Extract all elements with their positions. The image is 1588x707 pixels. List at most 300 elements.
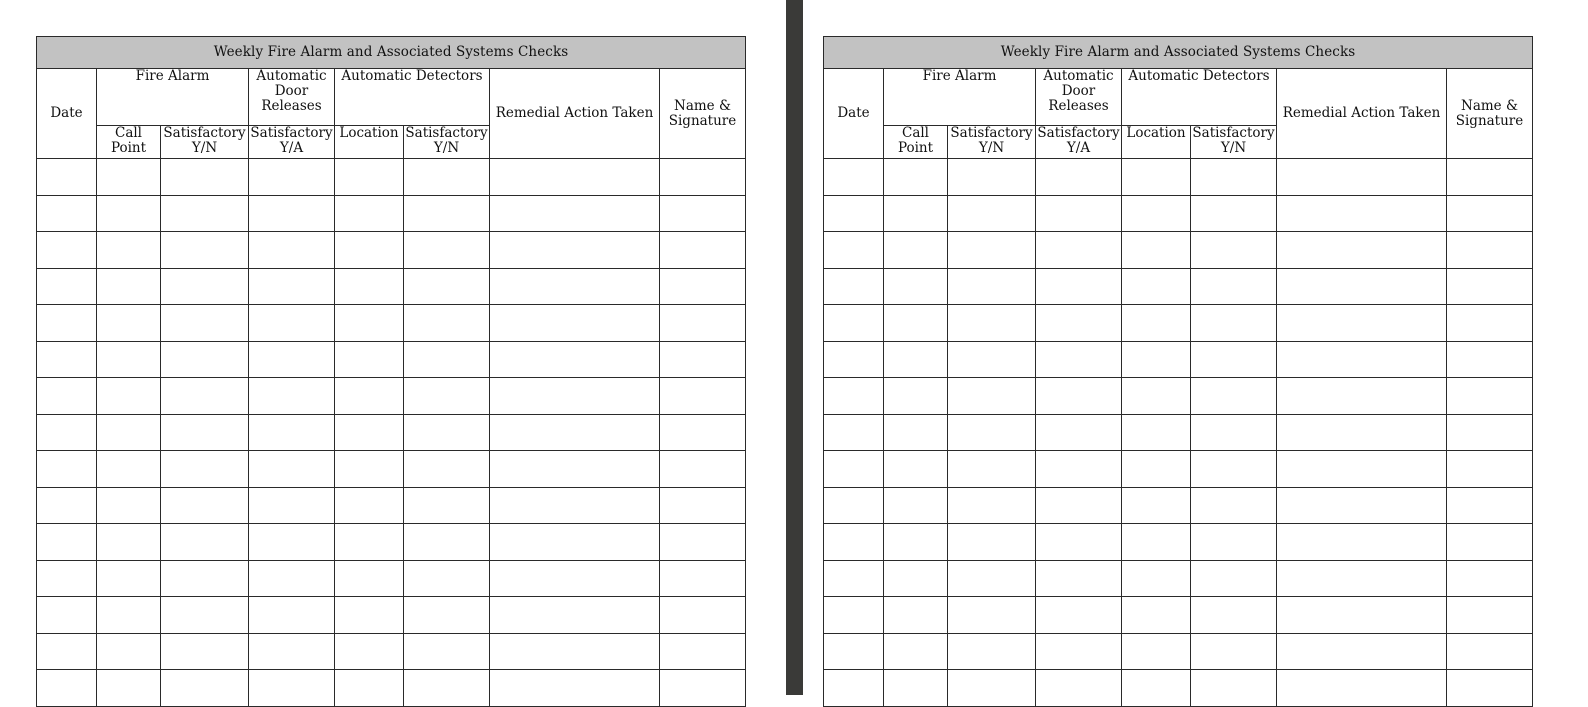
form-rows <box>37 159 746 707</box>
call-point-cell[interactable] <box>97 305 161 342</box>
call-point-cell[interactable] <box>884 487 948 524</box>
detector-location-cell[interactable] <box>1122 159 1191 196</box>
detector-location-cell[interactable] <box>335 378 404 415</box>
detector-satisfactory-cell[interactable] <box>1191 305 1277 342</box>
name-signature-cell[interactable] <box>660 451 746 488</box>
door-releases-satisfactory-cell[interactable] <box>249 232 335 269</box>
call-point-cell[interactable] <box>97 560 161 597</box>
detector-location-cell[interactable] <box>335 195 404 232</box>
remedial-action-cell[interactable] <box>1277 195 1447 232</box>
remedial-action-cell[interactable] <box>490 487 660 524</box>
fire-alarm-header: Fire Alarm <box>884 69 1036 126</box>
call-point-cell[interactable] <box>97 232 161 269</box>
detector-satisfactory-cell[interactable] <box>1191 232 1277 269</box>
page-right <box>803 0 1588 695</box>
call-point-cell[interactable] <box>97 195 161 232</box>
form-row <box>824 597 1533 634</box>
door-releases-satisfactory-cell[interactable] <box>1036 633 1122 670</box>
form-row <box>37 378 746 415</box>
fire-alarm-satisfactory-cell[interactable] <box>161 560 249 597</box>
date-cell[interactable] <box>824 633 884 670</box>
detector-satisfactory-cell[interactable] <box>404 670 490 707</box>
form-row <box>37 232 746 269</box>
door-releases-satisfactory-cell[interactable] <box>249 560 335 597</box>
detector-location-cell[interactable] <box>1122 487 1191 524</box>
form-row <box>37 341 746 378</box>
name-signature-cell[interactable] <box>660 560 746 597</box>
remedial-action-cell[interactable] <box>1277 670 1447 707</box>
detector-satisfactory-cell[interactable] <box>404 378 490 415</box>
form-row <box>37 487 746 524</box>
call-point-cell[interactable] <box>884 633 948 670</box>
detector-satisfactory-cell[interactable] <box>1191 378 1277 415</box>
call-point-cell[interactable] <box>97 451 161 488</box>
detector-location-cell[interactable] <box>1122 378 1191 415</box>
date-cell[interactable] <box>37 268 97 305</box>
door-releases-satisfactory-cell[interactable] <box>249 524 335 561</box>
fire-alarm-satisfactory-cell[interactable] <box>948 268 1036 305</box>
detector-satisfactory-cell[interactable] <box>404 159 490 196</box>
remedial-action-cell[interactable] <box>490 341 660 378</box>
detector-location-cell[interactable] <box>335 524 404 561</box>
call-point-cell[interactable] <box>884 597 948 634</box>
fire-alarm-satisfactory-cell[interactable] <box>161 670 249 707</box>
door-releases-satisfactory-cell[interactable] <box>249 341 335 378</box>
door-releases-satisfactory-cell[interactable] <box>249 451 335 488</box>
detector-satisfactory-cell[interactable] <box>404 341 490 378</box>
date-cell[interactable] <box>37 232 97 269</box>
remedial-action-cell[interactable] <box>1277 305 1447 342</box>
name-signature-cell[interactable] <box>660 159 746 196</box>
detector-location-cell[interactable] <box>1122 633 1191 670</box>
fire-alarm-satisfactory-cell[interactable] <box>161 487 249 524</box>
call-point-header: Call Point <box>97 126 161 159</box>
door-releases-satisfactory-cell[interactable] <box>249 378 335 415</box>
form-title: Weekly Fire Alarm and Associated Systems Checks <box>824 37 1533 69</box>
detector-satisfactory-cell[interactable] <box>1191 487 1277 524</box>
detector-location-cell[interactable] <box>1122 414 1191 451</box>
automatic-detectors-header: Automatic Detectors <box>335 69 490 126</box>
detector-satisfactory-cell[interactable] <box>1191 414 1277 451</box>
name-signature-header: Name & Signature <box>1447 69 1533 159</box>
name-signature-cell[interactable] <box>1447 670 1533 707</box>
date-cell[interactable] <box>824 560 884 597</box>
door-releases-satisfactory-cell[interactable] <box>249 159 335 196</box>
date-cell[interactable] <box>824 268 884 305</box>
call-point-cell[interactable] <box>97 414 161 451</box>
detector-location-cell[interactable] <box>335 159 404 196</box>
fire-alarm-header: Fire Alarm <box>97 69 249 126</box>
call-point-cell[interactable] <box>884 341 948 378</box>
remedial-action-cell[interactable] <box>1277 414 1447 451</box>
call-point-cell[interactable] <box>884 305 948 342</box>
form-row <box>824 268 1533 305</box>
name-signature-cell[interactable] <box>660 305 746 342</box>
call-point-cell[interactable] <box>97 487 161 524</box>
page-left <box>0 0 786 695</box>
door-releases-satisfactory-cell[interactable] <box>1036 378 1122 415</box>
form-row <box>824 524 1533 561</box>
call-point-cell[interactable] <box>884 524 948 561</box>
date-cell[interactable] <box>824 670 884 707</box>
date-cell[interactable] <box>824 159 884 196</box>
door-releases-satisfactory-header: Satisfactory Y/A <box>1036 126 1122 159</box>
detector-satisfactory-cell[interactable] <box>404 414 490 451</box>
fire-alarm-satisfactory-cell[interactable] <box>161 451 249 488</box>
door-releases-satisfactory-cell[interactable] <box>1036 341 1122 378</box>
form-row <box>37 560 746 597</box>
date-cell[interactable] <box>824 597 884 634</box>
date-cell[interactable] <box>824 195 884 232</box>
name-signature-cell[interactable] <box>660 232 746 269</box>
call-point-cell[interactable] <box>97 378 161 415</box>
remedial-action-cell[interactable] <box>490 451 660 488</box>
detector-location-cell[interactable] <box>335 341 404 378</box>
detector-satisfactory-header: Satisfactory Y/N <box>1191 126 1277 159</box>
name-signature-cell[interactable] <box>1447 268 1533 305</box>
detector-location-cell[interactable] <box>335 670 404 707</box>
remedial-action-cell[interactable] <box>490 305 660 342</box>
remedial-action-cell[interactable] <box>490 232 660 269</box>
call-point-cell[interactable] <box>97 159 161 196</box>
form-row <box>824 341 1533 378</box>
remedial-action-cell[interactable] <box>490 378 660 415</box>
door-releases-satisfactory-cell[interactable] <box>1036 560 1122 597</box>
name-signature-cell[interactable] <box>1447 633 1533 670</box>
date-cell[interactable] <box>37 633 97 670</box>
form-row <box>824 305 1533 342</box>
form-row <box>37 159 746 196</box>
name-signature-cell[interactable] <box>1447 487 1533 524</box>
date-cell[interactable] <box>824 524 884 561</box>
form-row <box>824 414 1533 451</box>
name-signature-cell[interactable] <box>660 341 746 378</box>
page-divider <box>786 0 803 695</box>
date-cell[interactable] <box>37 378 97 415</box>
form-row <box>37 268 746 305</box>
remedial-action-cell[interactable] <box>490 268 660 305</box>
date-header: Date <box>37 69 97 159</box>
door-releases-satisfactory-cell[interactable] <box>249 305 335 342</box>
date-cell[interactable] <box>824 487 884 524</box>
call-point-cell[interactable] <box>884 195 948 232</box>
detector-satisfactory-cell[interactable] <box>1191 268 1277 305</box>
call-point-cell[interactable] <box>884 159 948 196</box>
fire-alarm-satisfactory-cell[interactable] <box>948 232 1036 269</box>
fire-alarm-satisfactory-cell[interactable] <box>948 524 1036 561</box>
name-signature-cell[interactable] <box>1447 524 1533 561</box>
date-cell[interactable] <box>37 195 97 232</box>
fire-alarm-satisfactory-cell[interactable] <box>161 378 249 415</box>
name-signature-cell[interactable] <box>660 378 746 415</box>
detector-location-cell[interactable] <box>335 487 404 524</box>
name-signature-header: Name & Signature <box>660 69 746 159</box>
form-rows <box>824 159 1533 707</box>
fire-alarm-satisfactory-cell[interactable] <box>948 305 1036 342</box>
door-releases-satisfactory-cell[interactable] <box>1036 451 1122 488</box>
name-signature-cell[interactable] <box>1447 305 1533 342</box>
call-point-cell[interactable] <box>97 597 161 634</box>
door-releases-satisfactory-cell[interactable] <box>1036 232 1122 269</box>
detector-location-cell[interactable] <box>335 451 404 488</box>
detector-satisfactory-cell[interactable] <box>404 524 490 561</box>
call-point-cell[interactable] <box>884 451 948 488</box>
name-signature-cell[interactable] <box>660 633 746 670</box>
remedial-action-cell[interactable] <box>1277 341 1447 378</box>
call-point-cell[interactable] <box>884 232 948 269</box>
remedial-action-cell[interactable] <box>490 195 660 232</box>
detector-satisfactory-cell[interactable] <box>404 268 490 305</box>
door-releases-satisfactory-cell[interactable] <box>1036 524 1122 561</box>
date-cell[interactable] <box>824 414 884 451</box>
remedial-action-cell[interactable] <box>1277 597 1447 634</box>
door-releases-satisfactory-cell[interactable] <box>1036 670 1122 707</box>
detector-satisfactory-cell[interactable] <box>404 305 490 342</box>
remedial-action-header: Remedial Action Taken <box>490 69 660 159</box>
detector-satisfactory-cell[interactable] <box>404 560 490 597</box>
form-row <box>37 633 746 670</box>
name-signature-cell[interactable] <box>1447 341 1533 378</box>
fire-alarm-satisfactory-cell[interactable] <box>161 232 249 269</box>
name-signature-cell[interactable] <box>660 524 746 561</box>
name-signature-cell[interactable] <box>1447 597 1533 634</box>
detector-satisfactory-cell[interactable] <box>1191 633 1277 670</box>
detector-location-cell[interactable] <box>1122 560 1191 597</box>
door-releases-satisfactory-cell[interactable] <box>249 670 335 707</box>
form-row <box>824 487 1533 524</box>
name-signature-cell[interactable] <box>660 597 746 634</box>
detector-satisfactory-cell[interactable] <box>1191 341 1277 378</box>
fire-alarm-satisfactory-cell[interactable] <box>161 268 249 305</box>
door-releases-satisfactory-cell[interactable] <box>1036 414 1122 451</box>
detector-satisfactory-cell[interactable] <box>404 232 490 269</box>
remedial-action-header: Remedial Action Taken <box>1277 69 1447 159</box>
form-row <box>37 597 746 634</box>
call-point-cell[interactable] <box>97 524 161 561</box>
fire-alarm-satisfactory-cell[interactable] <box>948 451 1036 488</box>
door-releases-satisfactory-cell[interactable] <box>1036 159 1122 196</box>
fire-alarm-satisfactory-cell[interactable] <box>948 670 1036 707</box>
detector-location-cell[interactable] <box>335 268 404 305</box>
date-cell[interactable] <box>37 670 97 707</box>
fire-alarm-satisfactory-cell[interactable] <box>948 633 1036 670</box>
detector-location-cell[interactable] <box>335 305 404 342</box>
date-cell[interactable] <box>37 341 97 378</box>
detector-satisfactory-cell[interactable] <box>1191 670 1277 707</box>
door-releases-satisfactory-cell[interactable] <box>1036 487 1122 524</box>
name-signature-cell[interactable] <box>1447 159 1533 196</box>
date-cell[interactable] <box>37 159 97 196</box>
name-signature-cell[interactable] <box>1447 414 1533 451</box>
detector-location-cell[interactable] <box>1122 341 1191 378</box>
remedial-action-cell[interactable] <box>490 560 660 597</box>
automatic-detectors-header: Automatic Detectors <box>1122 69 1277 126</box>
call-point-cell[interactable] <box>884 378 948 415</box>
remedial-action-cell[interactable] <box>1277 524 1447 561</box>
call-point-cell[interactable] <box>97 341 161 378</box>
remedial-action-cell[interactable] <box>1277 560 1447 597</box>
remedial-action-cell[interactable] <box>490 670 660 707</box>
fire-alarm-satisfactory-cell[interactable] <box>161 159 249 196</box>
detector-location-header: Location <box>1122 126 1191 159</box>
detector-satisfactory-cell[interactable] <box>1191 451 1277 488</box>
fire-check-table <box>36 36 746 707</box>
form-row <box>824 232 1533 269</box>
fire-alarm-satisfactory-header: Satisfactory Y/N <box>161 126 249 159</box>
detector-satisfactory-cell[interactable] <box>404 597 490 634</box>
fire-alarm-satisfactory-cell[interactable] <box>948 597 1036 634</box>
detector-satisfactory-cell[interactable] <box>404 451 490 488</box>
door-releases-satisfactory-cell[interactable] <box>1036 305 1122 342</box>
date-cell[interactable] <box>37 560 97 597</box>
name-signature-cell[interactable] <box>660 487 746 524</box>
door-releases-satisfactory-cell[interactable] <box>1036 597 1122 634</box>
detector-satisfactory-cell[interactable] <box>404 195 490 232</box>
form-row <box>824 633 1533 670</box>
name-signature-cell[interactable] <box>1447 560 1533 597</box>
name-signature-cell[interactable] <box>660 268 746 305</box>
call-point-cell[interactable] <box>884 670 948 707</box>
fire-alarm-satisfactory-cell[interactable] <box>161 341 249 378</box>
date-cell[interactable] <box>37 451 97 488</box>
date-cell[interactable] <box>824 232 884 269</box>
fire-alarm-satisfactory-cell[interactable] <box>161 597 249 634</box>
door-releases-satisfactory-cell[interactable] <box>249 195 335 232</box>
fire-alarm-satisfactory-cell[interactable] <box>161 524 249 561</box>
detector-location-cell[interactable] <box>335 597 404 634</box>
name-signature-cell[interactable] <box>1447 451 1533 488</box>
detector-satisfactory-cell[interactable] <box>1191 524 1277 561</box>
door-releases-satisfactory-header: Satisfactory Y/A <box>249 126 335 159</box>
fire-alarm-satisfactory-cell[interactable] <box>948 159 1036 196</box>
fire-alarm-satisfactory-cell[interactable] <box>161 633 249 670</box>
date-header: Date <box>824 69 884 159</box>
detector-location-cell[interactable] <box>1122 195 1191 232</box>
remedial-action-cell[interactable] <box>490 159 660 196</box>
detector-satisfactory-cell[interactable] <box>404 633 490 670</box>
remedial-action-cell[interactable] <box>1277 487 1447 524</box>
form-row <box>824 670 1533 707</box>
form-row <box>37 195 746 232</box>
detector-location-cell[interactable] <box>1122 305 1191 342</box>
detector-satisfactory-header: Satisfactory Y/N <box>404 126 490 159</box>
detector-location-cell[interactable] <box>1122 451 1191 488</box>
detector-location-cell[interactable] <box>335 414 404 451</box>
date-cell[interactable] <box>824 305 884 342</box>
name-signature-cell[interactable] <box>1447 378 1533 415</box>
form-row <box>824 378 1533 415</box>
remedial-action-cell[interactable] <box>490 524 660 561</box>
remedial-action-cell[interactable] <box>490 633 660 670</box>
door-releases-satisfactory-cell[interactable] <box>249 633 335 670</box>
remedial-action-cell[interactable] <box>490 414 660 451</box>
door-releases-satisfactory-cell[interactable] <box>1036 268 1122 305</box>
detector-satisfactory-cell[interactable] <box>1191 597 1277 634</box>
door-releases-header: Automatic Door Releases <box>1036 69 1122 126</box>
detector-location-header: Location <box>335 126 404 159</box>
date-cell[interactable] <box>37 597 97 634</box>
form-row <box>824 560 1533 597</box>
remedial-action-cell[interactable] <box>1277 633 1447 670</box>
date-cell[interactable] <box>37 524 97 561</box>
fire-alarm-satisfactory-cell[interactable] <box>948 378 1036 415</box>
call-point-cell[interactable] <box>884 560 948 597</box>
fire-check-table <box>823 36 1533 707</box>
name-signature-cell[interactable] <box>660 195 746 232</box>
form-row <box>824 451 1533 488</box>
detector-location-cell[interactable] <box>335 633 404 670</box>
form-row <box>824 159 1533 196</box>
remedial-action-cell[interactable] <box>1277 378 1447 415</box>
door-releases-header: Automatic Door Releases <box>249 69 335 126</box>
form-row <box>37 670 746 707</box>
detector-location-cell[interactable] <box>335 232 404 269</box>
door-releases-satisfactory-cell[interactable] <box>249 268 335 305</box>
detector-satisfactory-cell[interactable] <box>404 487 490 524</box>
detector-location-cell[interactable] <box>1122 524 1191 561</box>
call-point-cell[interactable] <box>97 268 161 305</box>
fire-alarm-satisfactory-cell[interactable] <box>948 487 1036 524</box>
form-row <box>37 305 746 342</box>
detector-location-cell[interactable] <box>1122 268 1191 305</box>
form-row <box>37 524 746 561</box>
remedial-action-cell[interactable] <box>490 597 660 634</box>
fire-alarm-satisfactory-cell[interactable] <box>948 341 1036 378</box>
date-cell[interactable] <box>37 414 97 451</box>
door-releases-satisfactory-cell[interactable] <box>249 597 335 634</box>
call-point-cell[interactable] <box>97 670 161 707</box>
date-cell[interactable] <box>824 341 884 378</box>
date-cell[interactable] <box>37 487 97 524</box>
fire-alarm-satisfactory-header: Satisfactory Y/N <box>948 126 1036 159</box>
form-row <box>37 451 746 488</box>
door-releases-satisfactory-cell[interactable] <box>249 414 335 451</box>
form-title: Weekly Fire Alarm and Associated Systems Checks <box>37 37 746 69</box>
detector-location-cell[interactable] <box>1122 232 1191 269</box>
detector-location-cell[interactable] <box>1122 670 1191 707</box>
name-signature-cell[interactable] <box>1447 195 1533 232</box>
remedial-action-cell[interactable] <box>1277 232 1447 269</box>
call-point-cell[interactable] <box>97 633 161 670</box>
fire-alarm-satisfactory-cell[interactable] <box>948 560 1036 597</box>
form-row <box>824 195 1533 232</box>
call-point-cell[interactable] <box>884 268 948 305</box>
date-cell[interactable] <box>824 451 884 488</box>
date-cell[interactable] <box>37 305 97 342</box>
name-signature-cell[interactable] <box>660 670 746 707</box>
fire-alarm-satisfactory-cell[interactable] <box>948 414 1036 451</box>
detector-location-cell[interactable] <box>1122 597 1191 634</box>
door-releases-satisfactory-cell[interactable] <box>249 487 335 524</box>
name-signature-cell[interactable] <box>1447 232 1533 269</box>
date-cell[interactable] <box>824 378 884 415</box>
call-point-header: Call Point <box>884 126 948 159</box>
fire-alarm-satisfactory-cell[interactable] <box>161 195 249 232</box>
fire-alarm-satisfactory-cell[interactable] <box>161 414 249 451</box>
fire-alarm-satisfactory-cell[interactable] <box>948 195 1036 232</box>
name-signature-cell[interactable] <box>660 414 746 451</box>
detector-satisfactory-cell[interactable] <box>1191 560 1277 597</box>
remedial-action-cell[interactable] <box>1277 159 1447 196</box>
remedial-action-cell[interactable] <box>1277 268 1447 305</box>
fire-alarm-satisfactory-cell[interactable] <box>161 305 249 342</box>
detector-satisfactory-cell[interactable] <box>1191 159 1277 196</box>
remedial-action-cell[interactable] <box>1277 451 1447 488</box>
call-point-cell[interactable] <box>884 414 948 451</box>
detector-satisfactory-cell[interactable] <box>1191 195 1277 232</box>
door-releases-satisfactory-cell[interactable] <box>1036 195 1122 232</box>
detector-location-cell[interactable] <box>335 560 404 597</box>
